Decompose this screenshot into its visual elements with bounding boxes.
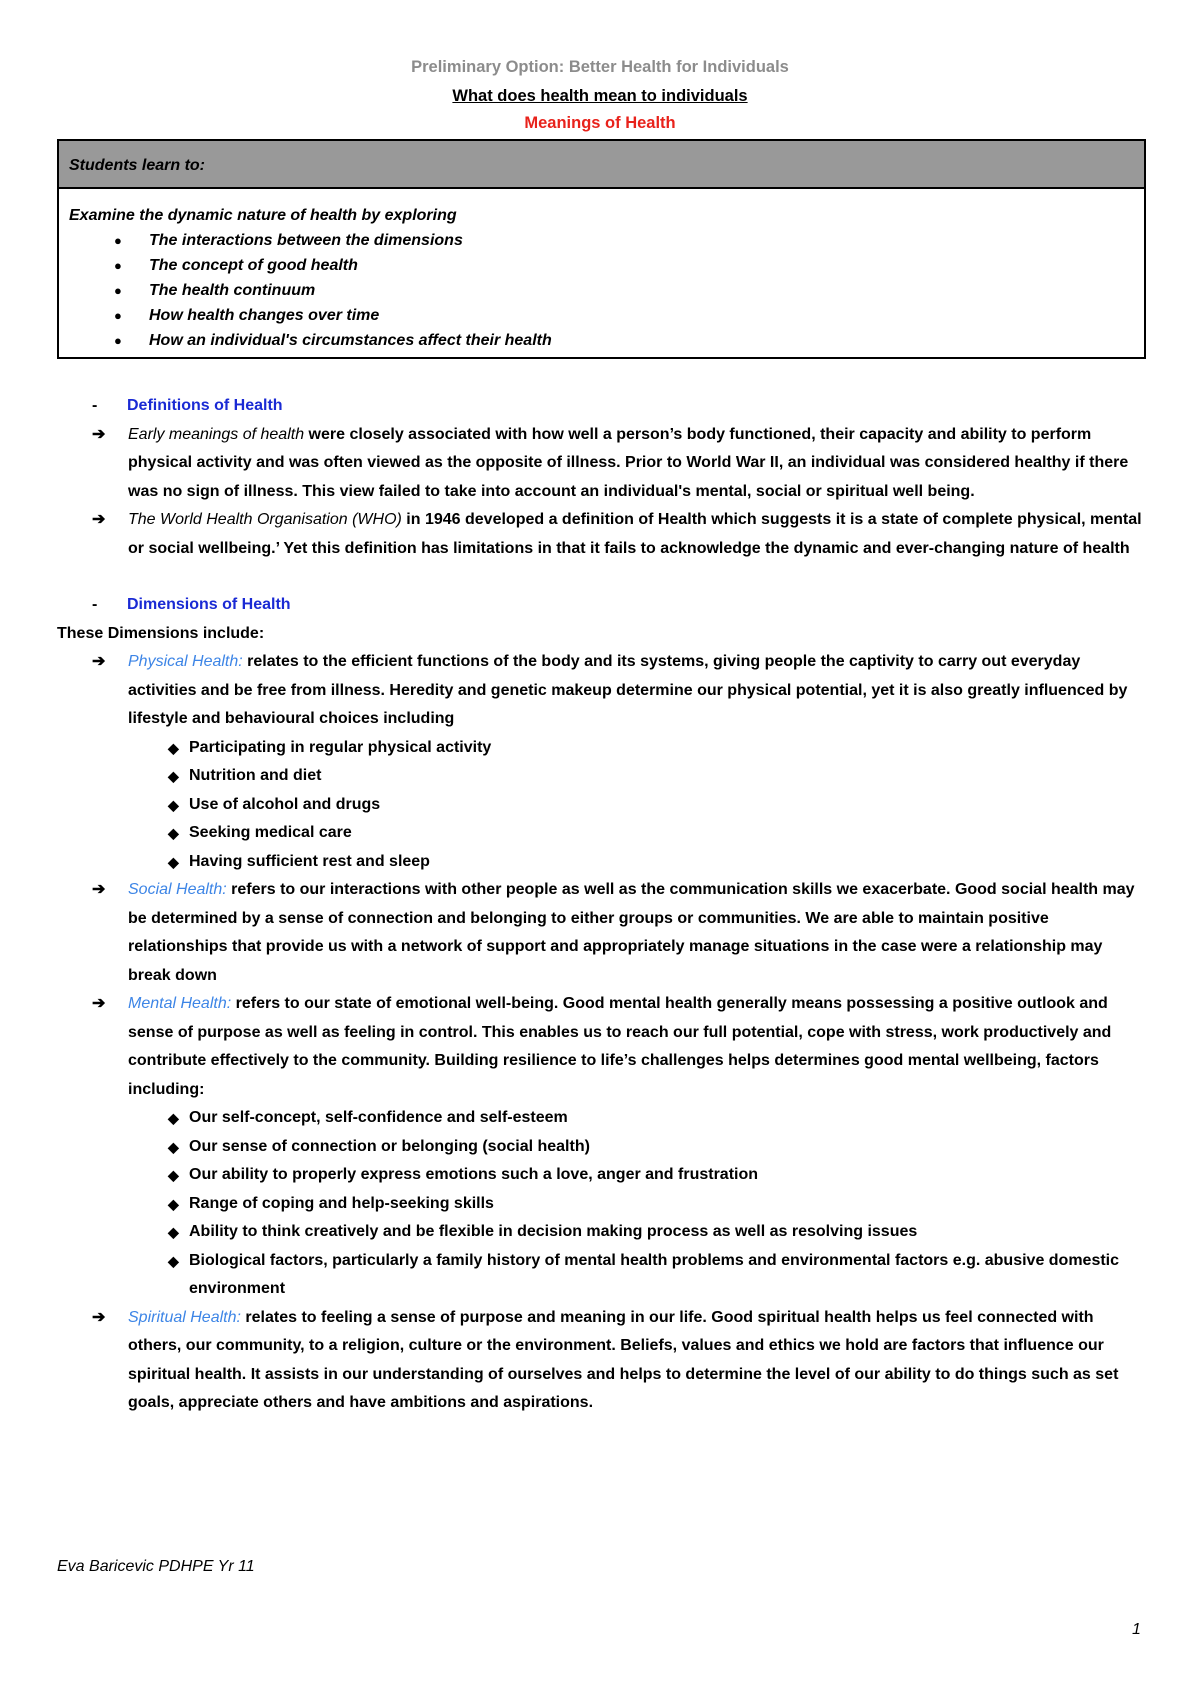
list-item: ◆ Use of alcohol and drugs [57, 791, 1147, 820]
list-item: ● How health changes over time [114, 303, 1144, 328]
diamond-icon: ◆ [168, 739, 179, 756]
inquiry-question: What does health mean to individuals [452, 87, 748, 105]
dash-icon: - [92, 596, 98, 613]
mental-factors-list [57, 1104, 1147, 1304]
outcomes-heading: Students learn to: [59, 141, 1144, 189]
list-item: ◆ Biological factors, particularly a family history of mental health problems and environmental factors e.g. abusive domestic environment [57, 1247, 1147, 1304]
diamond-icon: ◆ [168, 1167, 179, 1183]
outcomes-intro: Examine the dynamic nature of health by exploring [69, 207, 457, 224]
list-item: ◆ Seeking medical care [57, 819, 1147, 848]
dimension-social: ➔ Social Health: refers to our interactions with other people as well as the communication skills we exacerbate. Good social health may be determined by a sense of connection and belonging to either groups or communities. We are able to maintain positive relationships that provide us with a network of support and appropriately manage situations in the case were a relationship may break down [57, 876, 1147, 990]
list-item: ◆ Our sense of connection or belonging (social health) [57, 1133, 1147, 1162]
diamond-icon: ◆ [168, 1110, 179, 1126]
term-label: Physical Health: [128, 653, 243, 670]
definition-point: ➔ Early meanings of health were closely associated with how well a person’s body functioned, their capacity and ability to perform physical activity and was often viewed as the opposite of illness. Prior to World War II, an individual was considered healthy if there was no sign of illness. This view failed to take into account an individual's mental, social or spiritual well being. [57, 421, 1147, 507]
diamond-icon: ◆ [168, 1224, 179, 1240]
arrow-icon: ➔ [92, 995, 106, 1012]
bullet-icon: ● [114, 283, 122, 298]
dash-icon: - [92, 397, 98, 414]
list-item: ◆ Nutrition and diet [57, 762, 1147, 791]
diamond-icon: ◆ [168, 768, 179, 784]
learning-outcomes-box [57, 139, 1146, 359]
page-number: 1 [1132, 1621, 1141, 1638]
bullet-icon: ● [114, 258, 122, 273]
bullet-icon: ● [114, 308, 122, 323]
diamond-icon: ◆ [168, 825, 179, 841]
diamond-icon: ◆ [168, 1252, 179, 1269]
course-title: Preliminary Option: Better Health for Individuals [411, 58, 789, 76]
list-item: ◆ Participating in regular physical activity [57, 734, 1147, 763]
outcomes-list [69, 228, 1144, 353]
term-label: Early meanings of health [128, 425, 305, 443]
dimension-mental: ➔ Mental Health: refers to our state of emotional well-being. Good mental health generally means possessing a positive outlook and sense of purpose as well as feeling in control. This enables us to reach our full potential, cope with stress, work productively and contribute effectively to the community. Building resilience to life’s challenges helps determines good mental wellbeing, factors including: [57, 990, 1147, 1104]
list-item: ◆ Having sufficient rest and sleep [57, 848, 1147, 877]
footer-author: Eva Baricevic PDHPE Yr 11 [57, 1558, 255, 1575]
dimension-spiritual: ➔ Spiritual Health: relates to feeling a sense of purpose and meaning in our life. Good spiritual health helps us feel connected with others, our community, to a religion, culture or the environment. Beliefs, values and ethics we hold are factors that influence our spiritual health. It assists in our understanding of ourselves and helps to determine the level of our ability to do things such as set goals, appreciate others and have ambitions and aspirations. [57, 1304, 1147, 1418]
arrow-icon: ➔ [92, 425, 106, 443]
bullet-icon: ● [114, 233, 122, 248]
arrow-icon: ➔ [92, 1308, 106, 1326]
list-item: ◆ Our ability to properly express emotions such a love, anger and frustration [57, 1161, 1147, 1190]
section-heading-definitions: - Definitions of Health [57, 392, 1147, 421]
notes-content [57, 392, 1147, 1418]
topic-title: Meanings of Health [524, 114, 676, 132]
definition-point: ➔ The World Health Organisation (WHO) in 1946 developed a definition of Health which suggests it is a state of complete physical, mental or social wellbeing.’ Yet this definition has limitations in that it fails to acknowledge the dynamic and ever-changing nature of health [57, 506, 1147, 563]
bullet-icon: ● [114, 333, 122, 348]
list-item: ◆ Range of coping and help-seeking skills [57, 1190, 1147, 1219]
list-item: ● The health continuum [114, 278, 1144, 303]
arrow-icon: ➔ [92, 511, 106, 528]
dimension-physical: ➔ Physical Health: relates to the efficient functions of the body and its systems, giving people the captivity to carry out everyday activities and be free from illness. Heredity and genetic makeup determine our physical potential, yet it is also greatly influenced by lifestyle and behavioural choices including [57, 648, 1147, 734]
physical-factors-list [57, 734, 1147, 877]
term-label: Mental Health: [128, 995, 232, 1012]
diamond-icon: ◆ [168, 1195, 179, 1212]
term-label: Spiritual Health: [128, 1308, 241, 1326]
diamond-icon: ◆ [168, 796, 179, 813]
list-item: ◆ Ability to think creatively and be flexible in decision making process as well as resolving issues [57, 1218, 1147, 1247]
dimensions-intro: These Dimensions include: [57, 624, 265, 642]
list-item: ● How an individual's circumstances affect their health [114, 328, 1144, 353]
term-label: The World Health Organisation (WHO) [128, 511, 402, 528]
arrow-icon: ➔ [92, 881, 106, 898]
list-item: ● The interactions between the dimensions [114, 228, 1144, 253]
outcomes-body [59, 189, 1144, 353]
list-item: ◆ Our self-concept, self-confidence and self-esteem [57, 1104, 1147, 1133]
section-heading-dimensions: - Dimensions of Health [57, 591, 1147, 620]
diamond-icon: ◆ [168, 1138, 179, 1155]
arrow-icon: ➔ [92, 653, 106, 670]
term-label: Social Health: [128, 881, 227, 898]
list-item: ● The concept of good health [114, 253, 1144, 278]
diamond-icon: ◆ [168, 853, 179, 870]
